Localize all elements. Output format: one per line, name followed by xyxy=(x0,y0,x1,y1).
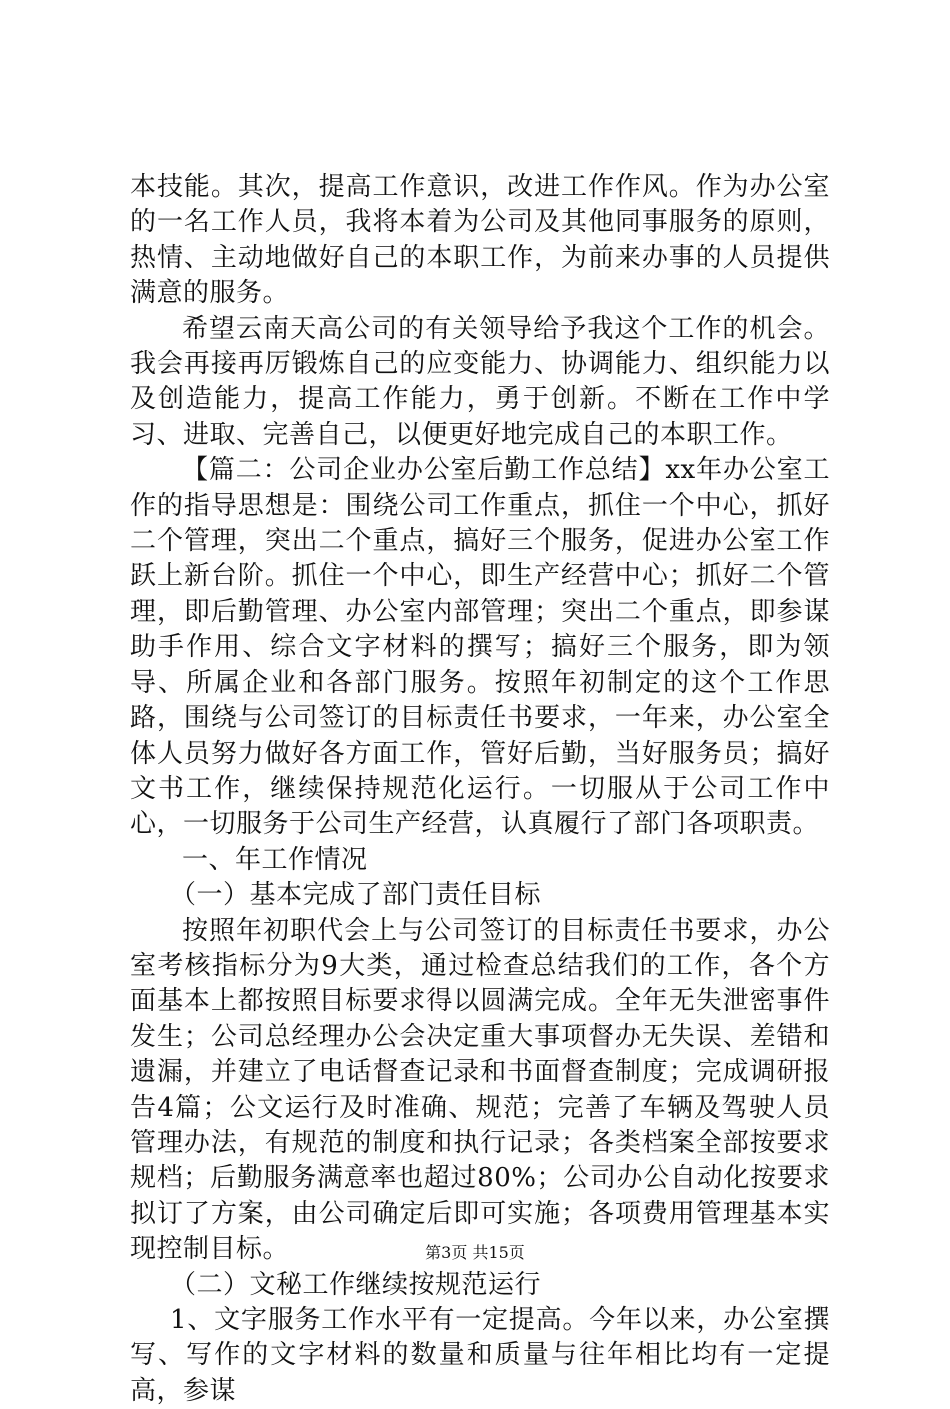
paragraph-targets: 按照年初职代会上与公司签订的目标责任书要求，办公室考核指标分为9大类，通过检查总结我们的工作，各个方面基本上都按照目标要求得以圆满完成。全年无失泄密事件发生；公司总经理办公会决定重大事项督办无失误、差错和遗漏，并建立了电话督查记录和书面督查制度；完成调研报告4篇；公文运行及时准确、规范；完善了车辆及驾驶人员管理办法，有规范的制度和执行记录；各类档案全部按要求规档；后勤服务满意率也超过80%；公司办公自动化按要求拟订了方案，由公司确定后即可实施；各项费用管理基本实现控制目标。 xyxy=(130,915,830,1265)
paragraph-writing-service: 1、文字服务工作水平有一定提高。今年以来，办公室撰写、写作的文字材料的数量和质量与往年相比均有一定提高，参谋 xyxy=(130,1305,830,1406)
paragraph-continuation: 本技能。其次，提高工作意识，改进工作作风。作为办公室的一名工作人员，我将本着为公司及其他同事服务的原则，热情、主动地做好自己的本职工作，为前来办事的人员提供满意的服务。 xyxy=(130,172,830,309)
page-number-footer: 第3页 共15页 xyxy=(425,1243,525,1262)
document-body xyxy=(130,170,830,1409)
section-heading-annual-work: 一、年工作情况 xyxy=(182,844,368,875)
subsection-heading-targets: （一）基本完成了部门责任目标 xyxy=(170,880,542,911)
paragraph-part-two: 【篇二：公司企业办公室后勤工作总结】xx年办公室工作的指导思想是：围绕公司工作重点，抓住一个中心，抓好二个管理，突出二个重点，搞好三个服务，促进办公室工作跃上新台阶。抓住一个中心，即生产经营中心；抓好二个管理，即后勤管理、办公室内部管理；突出二个重点，即参谋助手作用、综合文字材料的撰写；搞好三个服务，即为领导、所属企业和各部门服务。按照年初制定的这个工作思路，围绕与公司签订的目标责任书要求，一年来，办公室全体人员努力做好各方面工作，管好后勤，当好服务员；搞好文书工作，继续保持规范化运行。一切服从于公司工作中心，一切服务于公司生产经营，认真履行了部门各项职责。 xyxy=(130,455,830,840)
paragraph-hope: 希望云南天高公司的有关领导给予我这个工作的机会。我会再接再厉锻炼自己的应变能力、协调能力、组织能力以及创造能力，提高工作能力，勇于创新。不断在工作中学习、进取、完善自己，以便更好地完成自己的本职工作。 xyxy=(130,313,830,450)
subsection-heading-secretarial: （二）文秘工作继续按规范运行 xyxy=(170,1269,542,1300)
